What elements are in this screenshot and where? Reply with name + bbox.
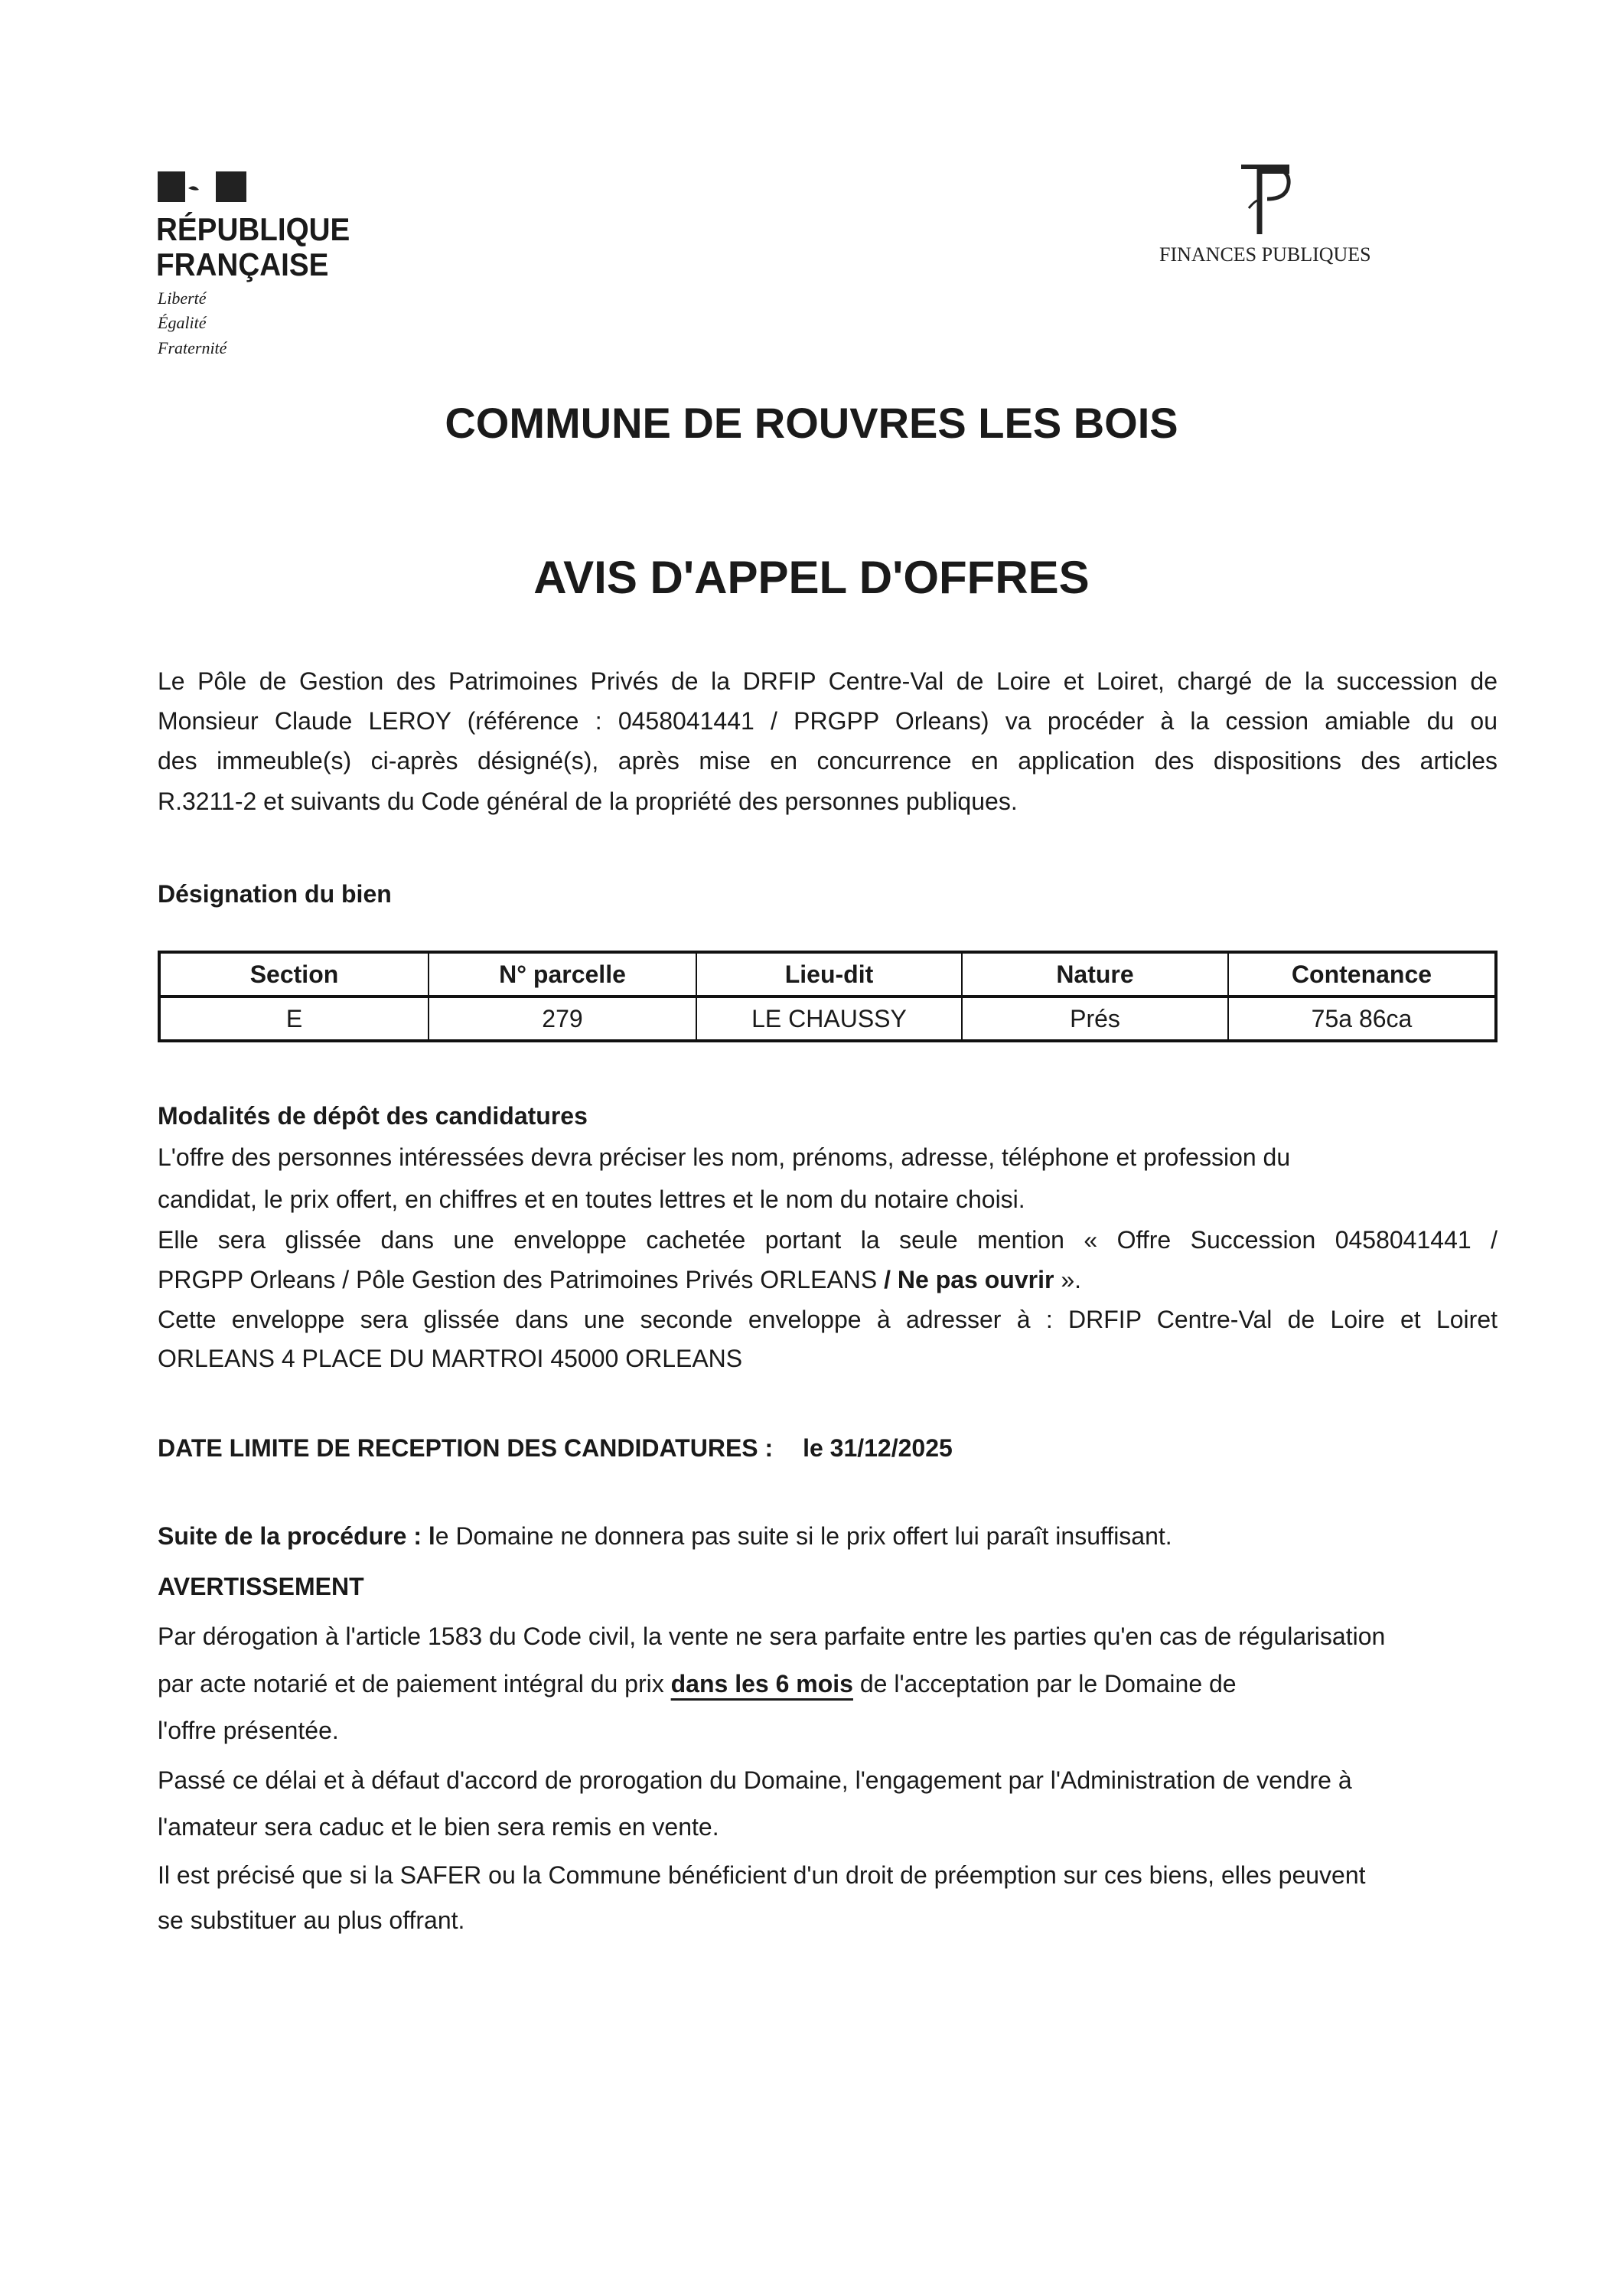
col-parcelle: N° parcelle [429, 952, 696, 996]
modalites-line: L'offre des personnes intéressées devra préciser les nom, prénoms, adresse, téléphone et profession du [158, 1143, 1291, 1171]
table-row [159, 996, 1496, 1041]
avertissement-line: Par dérogation à l'article 1583 du Code civil, la vente ne sera parfaite entre les parties qu'en cas de régularisation [158, 1623, 1386, 1650]
col-nature: Nature [962, 952, 1228, 996]
col-contenance: Contenance [1228, 952, 1496, 996]
cell-lieu-dit: LE CHAUSSY [696, 996, 962, 1041]
deadline-label: DATE LIMITE DE RECEPTION DES CANDIDATURES : [158, 1434, 774, 1462]
delai-6-mois: dans les 6 mois [670, 1670, 853, 1698]
deadline [158, 1433, 1498, 1463]
ne-pas-ouvrir: / Ne pas ouvrir [884, 1266, 1054, 1293]
avertissement-line: l'amateur sera caduc et le bien sera remis en vente. [158, 1813, 719, 1841]
col-section: Section [159, 952, 429, 996]
modalites-line [158, 1264, 1498, 1295]
avertissement-line: l'offre présentée. [158, 1717, 339, 1744]
deadline-value: le 31/12/2025 [803, 1434, 953, 1462]
modalites-line: Elle sera glissée dans une enveloppe cachetée portant la seule mention « Offre Succession 0458041441 / [158, 1226, 1498, 1254]
devise-fraternite: Fraternité [158, 338, 227, 357]
avertissement-text: par acte notarié et de paiement intégral du prix [158, 1670, 671, 1698]
cell-section: E [159, 996, 429, 1041]
devise-liberte: Liberté [158, 289, 207, 308]
suite-label: Suite de la procédure : l [158, 1522, 435, 1550]
modalites-line: ORLEANS 4 PLACE DU MARTROI 45000 ORLEANS [158, 1345, 743, 1372]
intro-line: des immeuble(s) ci-après désigné(s), après mise en concurrence en application des dispositions des articles [158, 747, 1498, 775]
intro-line: Le Pôle de Gestion des Patrimoines Privés de la DRFIP Centre-Val de Loire et Loiret, chargé de la succession de [158, 667, 1498, 695]
devise-egalite: Égalité [158, 313, 207, 332]
finances-publiques-label: FINANCES PUBLIQUES [1159, 243, 1371, 266]
avertissement-line: Passé ce délai et à défaut d'accord de prorogation du Domaine, l'engagement par l'Administration de vendre à [158, 1766, 1352, 1794]
cell-contenance: 75a 86ca [1228, 996, 1496, 1041]
page-title: COMMUNE DE ROUVRES LES BOIS [445, 399, 1178, 447]
modalites-mention: PRGPP Orleans / Pôle Gestion des Patrimoines Privés ORLEANS [158, 1266, 885, 1293]
finances-publiques-logo [1232, 164, 1293, 240]
suite-procedure [158, 1521, 1498, 1551]
intro-line: Monsieur Claude LEROY (référence : 0458041441 / PRGPP Orleans) va procéder à la cession amiable du ou [158, 707, 1498, 735]
marianne-logo [158, 171, 246, 202]
page-subtitle: AVIS D'APPEL D'OFFRES [533, 552, 1090, 603]
cell-nature: Prés [962, 996, 1228, 1041]
avertissement-heading: AVERTISSEMENT [158, 1573, 364, 1600]
designation-table [158, 951, 1498, 1042]
suite-text: e Domaine ne donnera pas suite si le prix offert lui paraît insuffisant. [435, 1522, 1172, 1550]
modalites-mention-end: ». [1054, 1266, 1081, 1293]
cell-parcelle: 279 [429, 996, 696, 1041]
table-header-row [159, 952, 1496, 996]
avertissement-line [158, 1668, 1498, 1699]
avertissement-text: de l'acceptation par le Domaine de [852, 1670, 1237, 1698]
republique-line1: RÉPUBLIQUE [156, 211, 350, 247]
modalites-line: candidat, le prix offert, en chiffres et en toutes lettres et le nom du notaire choisi. [158, 1186, 1025, 1213]
modalites-line: Cette enveloppe sera glissée dans une seconde enveloppe à adresser à : DRFIP Centre-Val de Loire et Loiret [158, 1306, 1498, 1333]
avertissement-line: Il est précisé que si la SAFER ou la Commune bénéficient d'un droit de préemption sur ces biens, elles peuvent [158, 1861, 1366, 1889]
col-lieu-dit: Lieu-dit [696, 952, 962, 996]
designation-heading: Désignation du bien [158, 880, 392, 908]
modalites-heading: Modalités de dépôt des candidatures [158, 1102, 588, 1130]
republique-line2: FRANÇAISE [156, 246, 329, 282]
intro-line: R.3211-2 et suivants du Code général de la propriété des personnes publiques. [158, 788, 1018, 815]
avertissement-line: se substituer au plus offrant. [158, 1906, 465, 1934]
